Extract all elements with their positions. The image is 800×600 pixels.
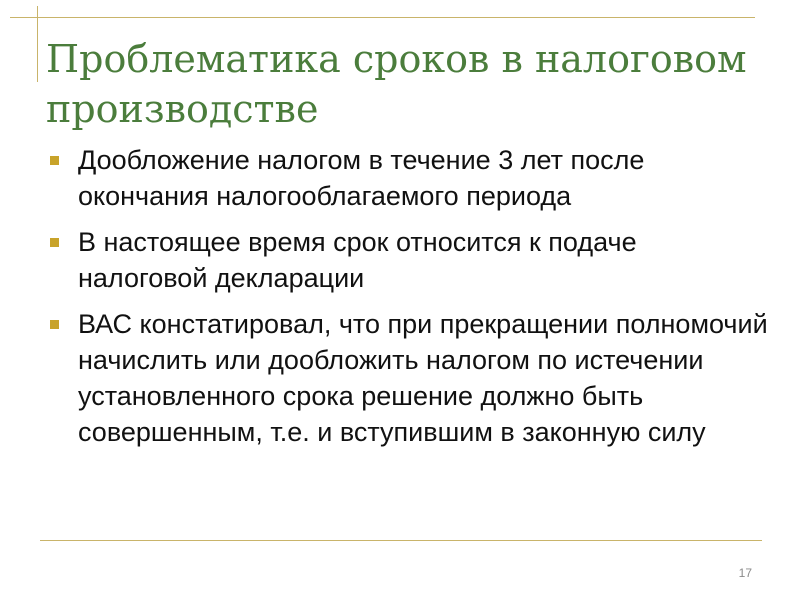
bullet-text: Дообложение налогом в течение 3 лет после окончания налогооблагаемого периода [78,145,645,211]
bullet-text: В настоящее время срок относится к подаче налоговой декларации [78,227,637,293]
bullet-item [50,142,770,214]
square-bullet-icon [50,238,59,247]
slide-title: Проблематика сроков в налоговом производстве [46,37,747,131]
decorative-top-rule [10,17,755,18]
square-bullet-icon [50,156,59,165]
square-bullet-icon [50,320,59,329]
bullet-list [50,142,770,460]
bullet-text: ВАС констатировал, что при прекращении полномочий начислить или дообложить налогом по истечении установленного срока решение должно быть совершенным, т.е. и вступившим в законную силу [78,309,768,447]
bullet-item [50,224,770,296]
bullet-item [50,306,770,450]
page-number: 17 [738,566,752,580]
decorative-bottom-rule [40,540,762,541]
